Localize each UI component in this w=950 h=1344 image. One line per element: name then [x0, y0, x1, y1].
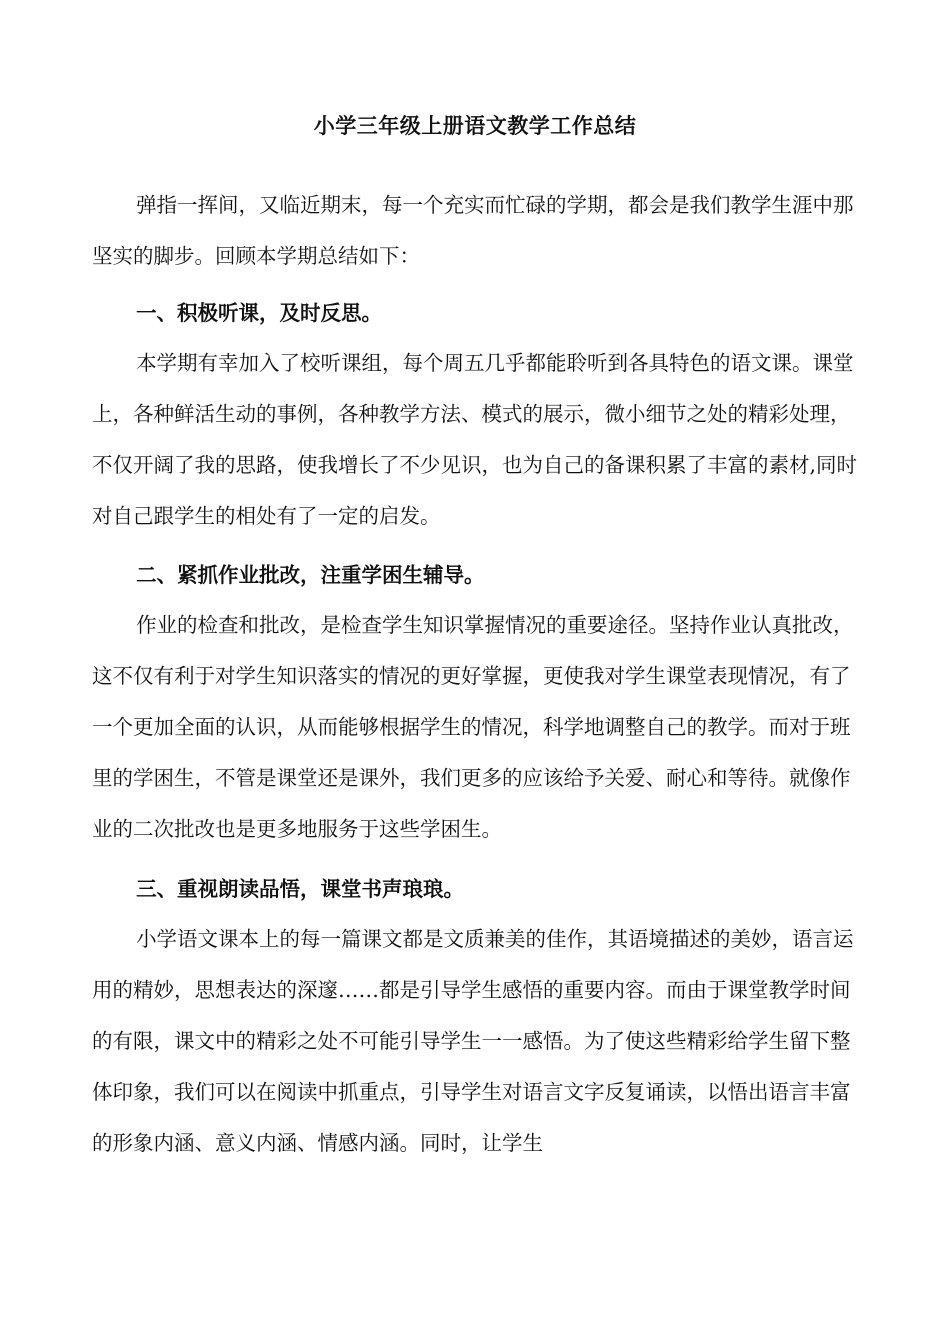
section-2-body: 作业的检查和批改，是检查学生知识掌握情况的重要途径。坚持作业认真批改，这不仅有利于对学生知识落实的情况的更好掌握，更使我对学生课堂表现情况，有了一个更加全面的认识，从而能够根据学生的情况，科学地调整自己的教学。而对于班里的学困生，不管是课堂还是课外，我们更多的应该给予关爱、耐心和等待。就像作业的二次批改也是更多地服务于这些学困生。	[92, 613, 854, 841]
intro-paragraph: 弹指一挥间，又临近期末，每一个充实而忙碌的学期，都会是我们教学生涯中那坚实的脚步。回顾本学期总结如下：	[92, 193, 854, 268]
section-3-heading: 三、重视朗读品悟，课堂书声琅琅。	[136, 877, 465, 901]
section-1-body: 本学期有幸加入了校听课组，每个周五几乎都能聆听到各具特色的语文课。课堂上，各种鲜活生动的事例，各种教学方法、模式的展示，微小细节之处的精彩处理，不仅开阔了我的思路，使我增长了不少见识，也为自己的备课积累了丰富的素材,同时对自己跟学生的相处有了一定的启发。	[92, 351, 858, 528]
document-title: 小学三年级上册语文教学工作总结	[313, 113, 637, 138]
section-3-body: 小学语文课本上的每一篇课文都是文质兼美的佳作，其语境描述的美妙，语言运用的精妙，思想表达的深邃……都是引导学生感悟的重要内容。而由于课堂教学时间的有限，课文中的精彩之处不可能引导学生一一感悟。为了使这些精彩给学生留下整体印象，我们可以在阅读中抓重点，引导学生对语言文字反复诵读，以悟出语言丰富的形象内涵、意义内涵、情感内涵。同时，让学生	[92, 927, 854, 1155]
section-2-heading: 二、紧抓作业批改，注重学困生辅导。	[136, 563, 485, 587]
section-1-heading: 一、积极听课，及时反思。	[136, 301, 383, 325]
